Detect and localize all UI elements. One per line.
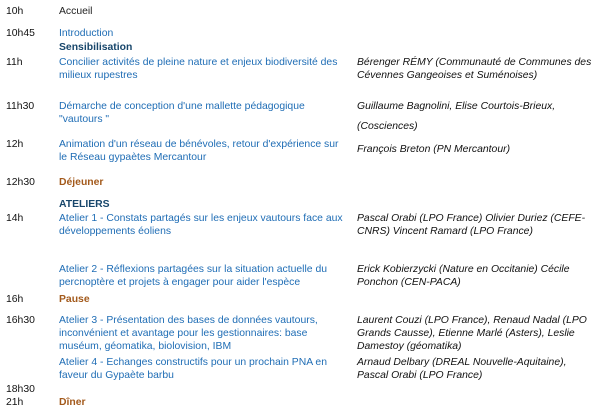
time-21h: 21h [6, 397, 24, 408]
time-10h45: 10h45 [6, 28, 35, 39]
speaker-atelier-4: Arnaud Delbary (DREAL Nouvelle-Aquitaine), Pascal Orabi (LPO France) [357, 357, 567, 381]
speaker-atelier-1: Pascal Orabi (LPO France) Olivier Duriez (CEFE-CNRS) Vincent Ramard (LPO France) [357, 213, 586, 237]
speaker-atelier-3: Laurent Couzi (LPO France), Renaud Nadal (LPO Grands Causse), Etienne Marlé (Asters), Leslie Damestoy (géomatika) [357, 315, 587, 352]
time-16h30: 16h30 [6, 315, 35, 326]
speaker-animation: François Breton (PN Mercantour) [357, 144, 511, 155]
item-atelier-3: Atelier 3 - Présentation des bases de données vautours, inconvénient et avantage pour les gestionnaires: base muséum, géomatika, biolovision, IBM [59, 315, 318, 352]
speaker-demarche-org: (Cosciences) [357, 121, 418, 132]
section-sensibilisation: Sensibilisation [59, 42, 133, 53]
item-demarche: Démarche de conception d'une mallette pédagogique "vautours " [59, 101, 305, 125]
section-ateliers: ATELIERS [59, 199, 110, 210]
break-dejeuner: Déjeuner [59, 177, 104, 188]
item-atelier-1: Atelier 1 - Constats partagés sur les enjeux vautours face aux développements éoliens [59, 213, 343, 237]
time-18h30: 18h30 [6, 384, 35, 395]
time-11h: 11h [6, 57, 23, 68]
time-10h: 10h [6, 6, 24, 17]
speaker-demarche: Guillaume Bagnolini, Elise Courtois-Brieux, [357, 101, 556, 112]
time-14h: 14h [6, 213, 24, 224]
item-atelier-2: Atelier 2 - Réflexions partagées sur la situation actuelle du percnoptère et projets à engager pour aider l'espèce [59, 264, 327, 288]
item-atelier-4: Atelier 4 - Echanges constructifs pour un prochain PNA en faveur du Gypaète barbu [59, 357, 327, 381]
speaker-atelier-2: Erick Kobierzycki (Nature en Occitanie) Cécile Ponchon (CEN-PACA) [357, 264, 570, 288]
time-12h: 12h [6, 139, 24, 150]
time-12h30: 12h30 [6, 177, 35, 188]
time-16h: 16h [6, 294, 24, 305]
item-accueil: Accueil [59, 6, 93, 17]
item-animation: Animation d'un réseau de bénévoles, retour d'expérience sur le Réseau gypaètes Mercantour [59, 139, 339, 163]
break-diner: Dîner [59, 397, 86, 408]
item-introduction: Introduction [59, 28, 114, 39]
break-pause: Pause [59, 294, 90, 305]
time-11h30: 11h30 [6, 101, 35, 112]
speaker-concilier: Bérenger RÉMY (Communauté de Communes des Cévennes Gangeoises et Suménoises) [357, 57, 592, 81]
item-concilier: Concilier activités de pleine nature et enjeux biodiversité des milieux rupestres [59, 57, 338, 81]
